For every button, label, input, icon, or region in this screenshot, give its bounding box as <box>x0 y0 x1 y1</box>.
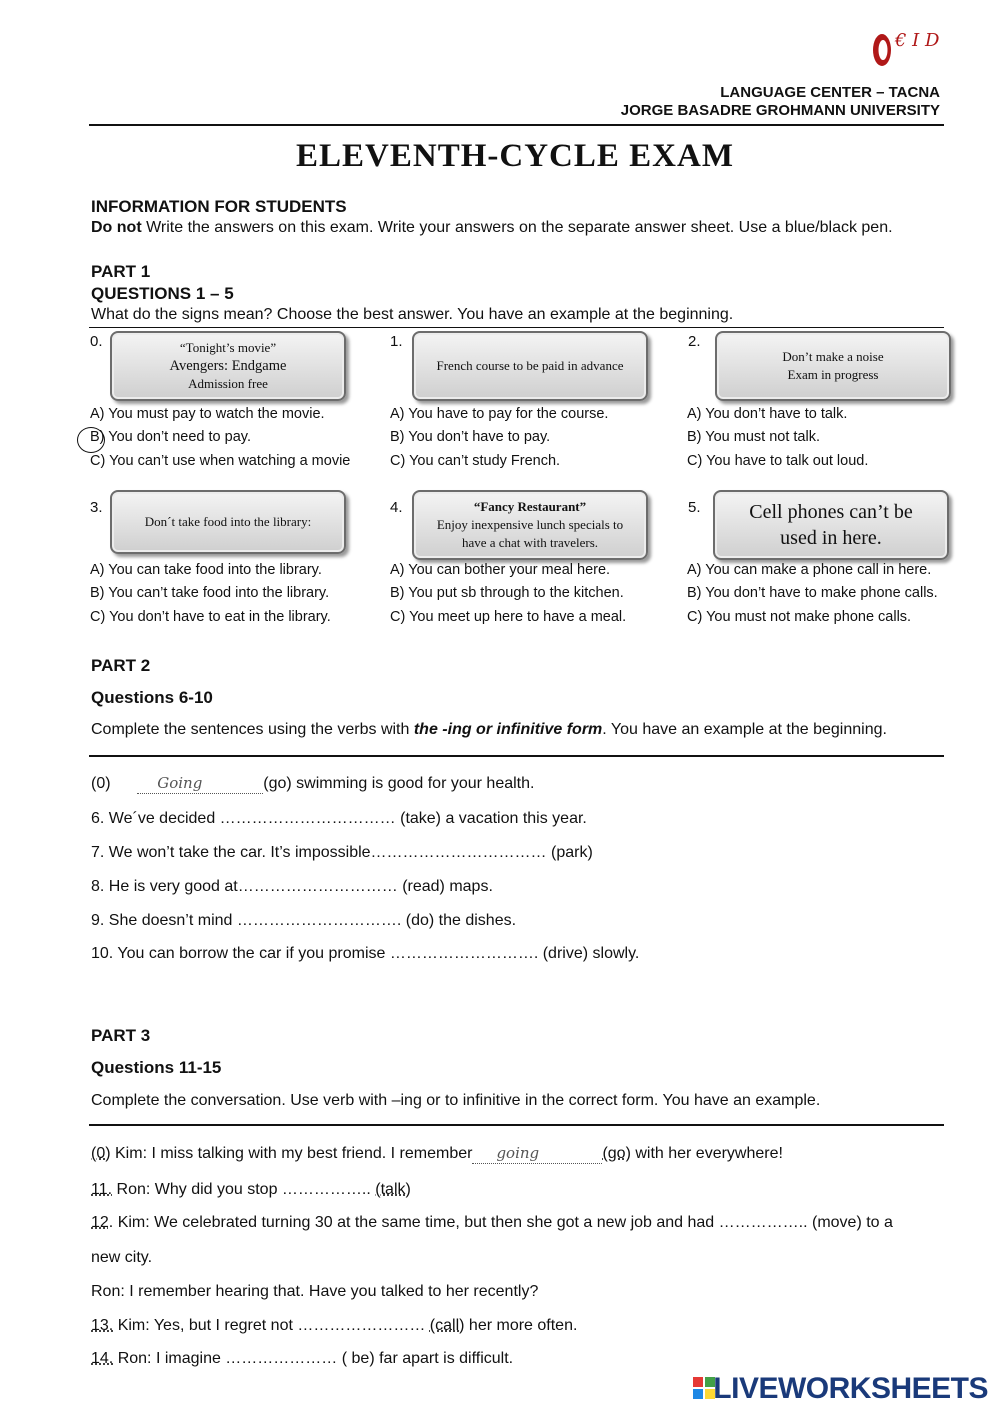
part1-rule <box>89 327 944 328</box>
part2-line-10[interactable]: 10. You can borrow the car if you promise ………………………. (drive) slowly. <box>91 945 640 962</box>
item-5-number: 5. <box>688 499 701 516</box>
item-1-number: 1. <box>390 333 403 350</box>
part3-instruction: Complete the conversation. Use verb with –ing or to infinitive in the correct form. You have an example. <box>91 1092 821 1109</box>
item-5-option-a[interactable]: A) You can make a phone call in here. <box>687 562 932 578</box>
part1-instruction: What do the signs mean? Choose the best answer. You have an example at the beginning. <box>91 306 734 323</box>
part3-q12-continued: new city. <box>91 1249 153 1266</box>
part3-q14[interactable]: 14. Ron: I imagine ………………… ( be) far apart is difficult. <box>91 1350 514 1367</box>
part2-example: (0) Going (go) swimming is good for your health. <box>91 774 535 792</box>
part3-example: (0) Kim: I miss talking with my best friend. I remember going (go) with her everywhere! <box>91 1144 783 1162</box>
item-3-number: 3. <box>90 499 103 516</box>
ceid-logo <box>868 24 940 70</box>
header-line-1: LANGUAGE CENTER – TACNA <box>720 84 940 101</box>
liveworksheets-brand[interactable]: LIVEWORKSHEETS <box>713 1372 988 1405</box>
info-heading: INFORMATION FOR STUDENTS <box>91 197 347 216</box>
item-0-option-b[interactable]: B) You don’t need to pay. <box>90 429 251 445</box>
exam-title: ELEVENTH-CYCLE EXAM <box>296 138 734 174</box>
svg-text:€ I D: € I D <box>895 30 940 51</box>
item-1-option-a[interactable]: A) You have to pay for the course. <box>390 406 609 422</box>
item-4-number: 4. <box>390 499 403 516</box>
item-3-option-c[interactable]: C) You don’t have to eat in the library. <box>90 609 331 625</box>
item-1-option-b[interactable]: B) You don’t have to pay. <box>390 429 551 445</box>
part2-line-9[interactable]: 9. She doesn’t mind …………………………. (do) the dishes. <box>91 912 517 929</box>
item-2-number: 2. <box>688 333 701 350</box>
sign-2: Don’t make a noise Exam in progress <box>715 331 951 401</box>
part3-ron-line: Ron: I remember hearing that. Have you talked to her recently? <box>91 1283 539 1300</box>
part3-heading: PART 3 <box>91 1026 151 1045</box>
item-1-option-c[interactable]: C) You can’t study French. <box>390 453 561 469</box>
header-line-2: JORGE BASADRE GROHMANN UNIVERSITY <box>620 102 940 119</box>
item-2-option-a[interactable]: A) You don’t have to talk. <box>687 406 848 422</box>
item-4-option-a[interactable]: A) You can bother your meal here. <box>390 562 611 578</box>
part3-questions: Questions 11-15 <box>91 1058 222 1077</box>
sign-1: French course to be paid in advance <box>412 331 648 401</box>
info-text: Do not Write the answers on this exam. Write your answers on the separate answer sheet. Use a blue/black pen. <box>91 219 893 236</box>
item-4-option-b[interactable]: B) You put sb through to the kitchen. <box>390 585 624 601</box>
liveworksheets-logo-icon <box>693 1377 715 1399</box>
item-3-option-a[interactable]: A) You can take food into the library. <box>90 562 322 578</box>
part2-questions: Questions 6-10 <box>91 688 213 707</box>
part3-q11[interactable]: 11. Ron: Why did you stop …………….. (talk) <box>91 1181 411 1198</box>
part3-rule <box>89 1124 944 1126</box>
item-2-option-c[interactable]: C) You have to talk out loud. <box>687 453 869 469</box>
item-2-option-b[interactable]: B) You must not talk. <box>687 429 820 445</box>
header-rule <box>89 124 944 126</box>
sign-0: “Tonight’s movie” Avengers: Endgame Admission free <box>110 331 346 401</box>
sign-5: Cell phones can’t be used in here. <box>713 490 949 560</box>
part2-line-8[interactable]: 8. He is very good at………………………… (read) maps. <box>91 878 493 895</box>
item-4-option-c[interactable]: C) You meet up here to have a meal. <box>390 609 627 625</box>
part3-q12[interactable]: 12. Kim: We celebrated turning 30 at the same time, but then she got a new job and had …………….. (move) to a <box>91 1214 893 1231</box>
part2-rule <box>89 755 944 757</box>
sign-4: “Fancy Restaurant” Enjoy inexpensive lunch specials to have a chat with travelers. <box>412 490 648 560</box>
item-5-option-c[interactable]: C) You must not make phone calls. <box>687 609 912 625</box>
part2-line-6[interactable]: 6. We´ve decided …………………………… (take) a vacation this year. <box>91 810 587 827</box>
part2-line-7[interactable]: 7. We won’t take the car. It’s impossible…………………………… (park) <box>91 844 593 861</box>
item-5-option-b[interactable]: B) You don’t have to make phone calls. <box>687 585 938 601</box>
part1-heading: PART 1 <box>91 262 151 281</box>
sign-3: Don´t take food into the library: <box>110 490 346 554</box>
part2-heading: PART 2 <box>91 656 151 675</box>
item-0-number: 0. <box>90 333 103 350</box>
item-0-option-a[interactable]: A) You must pay to watch the movie. <box>90 406 325 422</box>
part3-q13[interactable]: 13. Kim: Yes, but I regret not …………………… (call) her more often. <box>91 1317 578 1334</box>
part2-instruction: Complete the sentences using the verbs with the -ing or infinitive form. You have an example at the beginning. <box>91 721 887 738</box>
item-3-option-b[interactable]: B) You can’t take food into the library. <box>90 585 330 601</box>
part1-questions: QUESTIONS 1 – 5 <box>91 284 234 303</box>
item-0-option-c[interactable]: C) You can’t use when watching a movie <box>90 453 351 469</box>
